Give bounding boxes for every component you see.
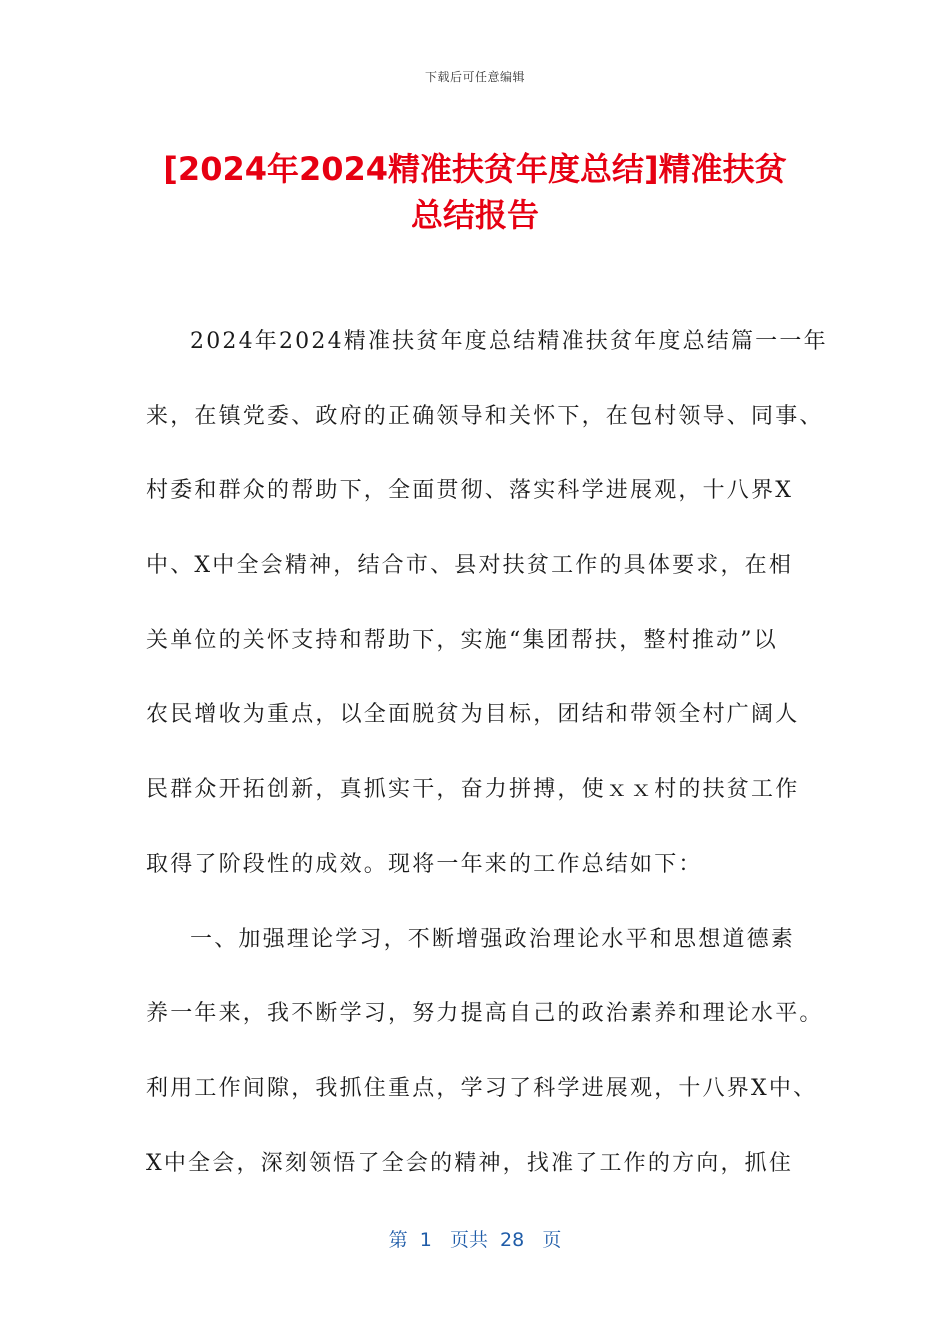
page-footer: 第 1 页共 28 页 [388, 1229, 562, 1251]
body-line: 农民增收为重点，以全面脱贫为目标，团结和带领全村广阔人 [146, 702, 800, 728]
body-line: 取得了阶段性的成效。现将一年来的工作总结如下： [146, 851, 703, 877]
title-line-2: 总结报告 [410, 196, 539, 234]
document-title [120, 146, 830, 238]
body-line: 村委和群众的帮助下，全面贯彻、落实科学进展观，十八界X [146, 478, 794, 504]
body-line: 中、X中全会精神，结合市、县对扶贫工作的具体要求，在相 [146, 553, 794, 579]
body-line: X中全会，深刻领悟了全会的精神，找准了工作的方向，抓住 [146, 1150, 794, 1176]
body-line: 民群众开拓创新，真抓实干，奋力拼搏，使ｘｘ村的扶贫工作 [146, 777, 800, 803]
title-line-1: [2024年2024精准扶贫年度总结]精准扶贫 [163, 150, 787, 188]
body-line: 利用工作间隙，我抓住重点，学习了科学进展观，十八界X中、 [146, 1075, 818, 1101]
body-line: 一、加强理论学习，不断增强政治理论水平和思想道德素 [190, 926, 796, 952]
body-line: 关单位的关怀支持和帮助下，实施“集团帮扶，整村推动”以 [146, 627, 778, 653]
body-line: 来，在镇党委、政府的正确领导和关怀下，在包村领导、同事、 [146, 403, 824, 429]
header-note: 下载后可任意编辑 [424, 70, 525, 84]
body-line: 2024年2024精准扶贫年度总结精准扶贫年度总结篇一一年 [190, 329, 828, 354]
document-body [146, 318, 828, 1214]
body-line: 养一年来，我不断学习，努力提高自己的政治素养和理论水平。 [146, 1001, 824, 1027]
